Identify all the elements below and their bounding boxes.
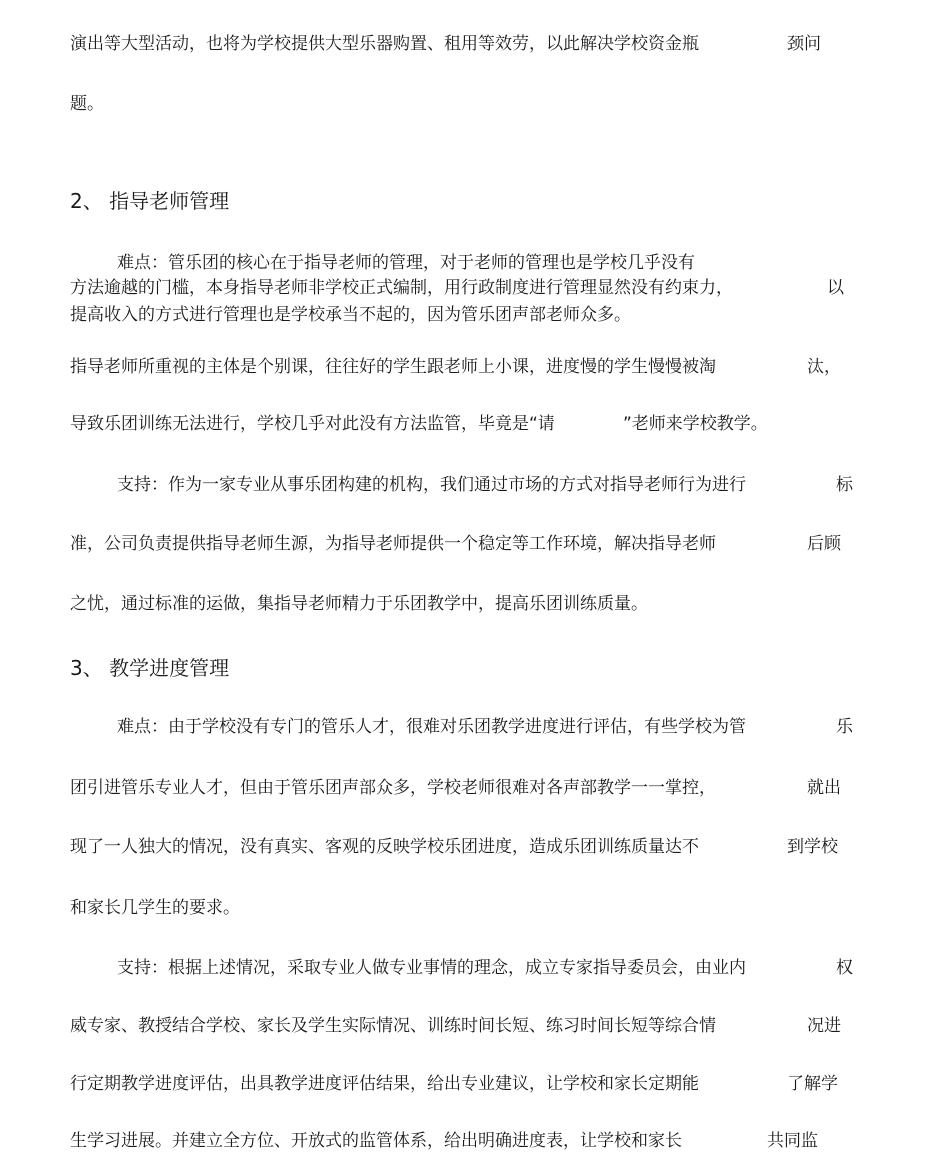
body-line-tail: 颈问 bbox=[787, 34, 821, 54]
body-line-tail: 以 bbox=[827, 278, 844, 298]
body-line: 难点：由于学校没有专门的管乐人才，很难对乐团教学进度进行评估，有些学校为管 bbox=[117, 717, 746, 737]
body-line-tail: 了解学 bbox=[787, 1074, 838, 1094]
body-line-tail: ”老师来学校教学。 bbox=[623, 414, 768, 434]
body-line: 支持：作为一家专业从事乐团构建的机构，我们通过市场的方式对指导老师行为进行 bbox=[117, 475, 746, 495]
body-line-tail: 到学校 bbox=[787, 837, 838, 857]
body-line-tail: 权 bbox=[836, 958, 853, 978]
body-line-tail: 汰， bbox=[807, 357, 841, 377]
body-line: 威专家、教授结合学校、家长及学生实际情况、训练时间长短、练习时间长短等综合情 bbox=[70, 1016, 716, 1036]
body-line: 方法逾越的门槛，本身指导老师非学校正式编制，用行政制度进行管理显然没有约束力， bbox=[70, 278, 733, 298]
body-line: 和家长几学生的要求。 bbox=[70, 898, 240, 918]
section-heading: 3、 教学进度管理 bbox=[70, 656, 230, 680]
body-line: 团引进管乐专业人才，但由于管乐团声部众多，学校老师很难对各声部教学一一掌控， bbox=[70, 778, 716, 798]
body-line: 导致乐团训练无法进行，学校几乎对此没有方法监管，毕竟是“请 bbox=[70, 414, 555, 434]
body-line: 行定期教学进度评估，出具教学进度评估结果，给出专业建议，让学校和家长定期能 bbox=[70, 1074, 699, 1094]
body-line-tail: 乐 bbox=[836, 717, 853, 737]
body-line: 支持：根据上述情况，采取专业人做专业事情的理念，成立专家指导委员会，由业内 bbox=[117, 958, 746, 978]
body-line: 准，公司负责提供指导老师生源，为指导老师提供一个稳定等工作环境，解决指导老师 bbox=[70, 534, 716, 554]
body-line: 提高收入的方式进行管理也是学校承当不起的，因为管乐团声部老师众多。 bbox=[70, 305, 631, 325]
body-line: 难点：管乐团的核心在于指导老师的管理，对于老师的管理也是学校几乎没有 bbox=[117, 253, 695, 273]
body-line-tail: 标 bbox=[836, 475, 853, 495]
body-line-tail: 共同监 bbox=[767, 1131, 818, 1151]
section-heading: 2、 指导老师管理 bbox=[70, 189, 230, 213]
body-line: 指导老师所重视的主体是个别课，往往好的学生跟老师上小课，进度慢的学生慢慢被淘 bbox=[70, 357, 716, 377]
body-line: 之忧，通过标准的运做，集指导老师精力于乐团教学中，提高乐团训练质量。 bbox=[70, 594, 648, 614]
body-line: 生学习进展。并建立全方位、开放式的监管体系，给出明确进度表，让学校和家长 bbox=[70, 1131, 682, 1151]
body-line-tail: 就出 bbox=[807, 778, 841, 798]
body-line: 现了一人独大的情况，没有真实、客观的反映学校乐团进度，造成乐团训练质量达不 bbox=[70, 837, 699, 857]
body-line: 演出等大型活动，也将为学校提供大型乐器购置、租用等效劳，以此解决学校资金瓶 bbox=[70, 34, 699, 54]
body-line-tail: 后顾 bbox=[807, 534, 841, 554]
body-line: 题。 bbox=[70, 94, 104, 114]
body-line-tail: 况进 bbox=[807, 1016, 841, 1036]
